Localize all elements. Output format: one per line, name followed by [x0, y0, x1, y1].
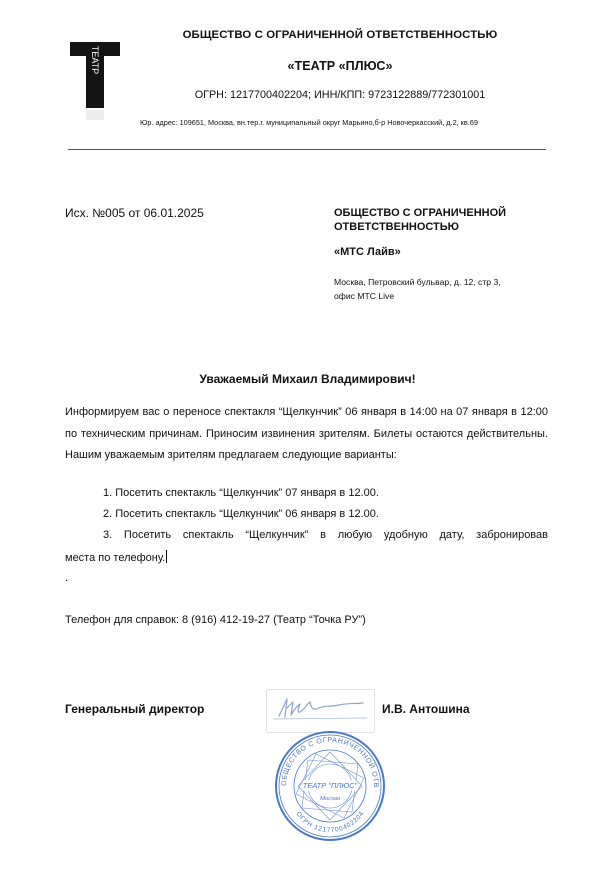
contact-phone: Телефон для справок: 8 (916) 412-19-27 (Театр “Точка РУ”) — [65, 614, 366, 626]
text-cursor — [166, 550, 167, 563]
option-item: 3. Посетить спектакль “Щелкунчик” в любую удобную дату, забронировав — [103, 529, 548, 541]
signatory-name: И.В. Антошина — [382, 702, 470, 716]
recipient-address-line: офис МТС Live — [334, 290, 395, 301]
seal-center-name: ТЕАТР "ПЛЮС" — [302, 781, 358, 790]
recipient-legal-form: ОБЩЕСТВО С ОГРАНИЧЕННОЙ ОТВЕТСТВЕННОСТЬЮ — [334, 207, 507, 233]
outgoing-reference: Исх. №005 от 06.01.2025 — [65, 206, 204, 220]
seal-outer-text: ОБЩЕСТВО С ОГРАНИЧЕННОЙ ОТВ — [280, 736, 380, 789]
stray-dot: . — [65, 572, 69, 584]
seal-city: Москва — [319, 795, 341, 802]
option-item: 1. Посетить спектакль “Щелкунчик” 07 января в 12.00. — [103, 487, 379, 499]
option-item-continuation — [65, 550, 167, 564]
theatre-logo — [70, 42, 120, 122]
company-legal-address: Юр. адрес: 109651, Москва, вн.тер.г. муниципальный округ Марьино,б-р Новочеркасский, д.2, кв.69 — [140, 118, 478, 127]
signatory-title: Генеральный директор — [65, 702, 205, 716]
signature-image — [266, 689, 375, 733]
company-seal — [274, 730, 386, 842]
greeting: Уважаемый Михаил Владимирович! — [199, 372, 416, 386]
recipient-address — [334, 276, 544, 303]
body-paragraph: Информируем вас о переносе спектакля “Щелкунчик” 06 января в 14:00 на 07 января в 12:00 по техническим причинам. Приносим извинения зрителям. Билеты остаются действительны. Нашим уважаемым зрителям предлагаем следующие варианты: — [65, 406, 548, 461]
recipient-address-line: Москва, Петровский бульвар, д. 12, стр 3, — [334, 277, 501, 287]
seal-bottom-text: ОГРН 1217700402204 — [294, 810, 366, 835]
header-divider — [68, 149, 546, 150]
option-item-text: места по телефону. — [65, 552, 166, 564]
company-registration-numbers: ОГРН: 1217700402204; ИНН/КПП: 9723122889/772301001 — [194, 89, 486, 101]
company-name: «ТЕАТР «ПЛЮС» — [287, 59, 393, 73]
svg-text:ТЕАТР: ТЕАТР — [90, 45, 100, 75]
recipient-name: «МТС Лайв» — [334, 246, 401, 258]
company-legal-form: ОБЩЕСТВО С ОГРАНИЧЕННОЙ ОТВЕТСТВЕННОСТЬЮ — [182, 29, 498, 41]
option-item: 2. Посетить спектакль “Щелкунчик” 06 января в 12.00. — [103, 508, 379, 520]
